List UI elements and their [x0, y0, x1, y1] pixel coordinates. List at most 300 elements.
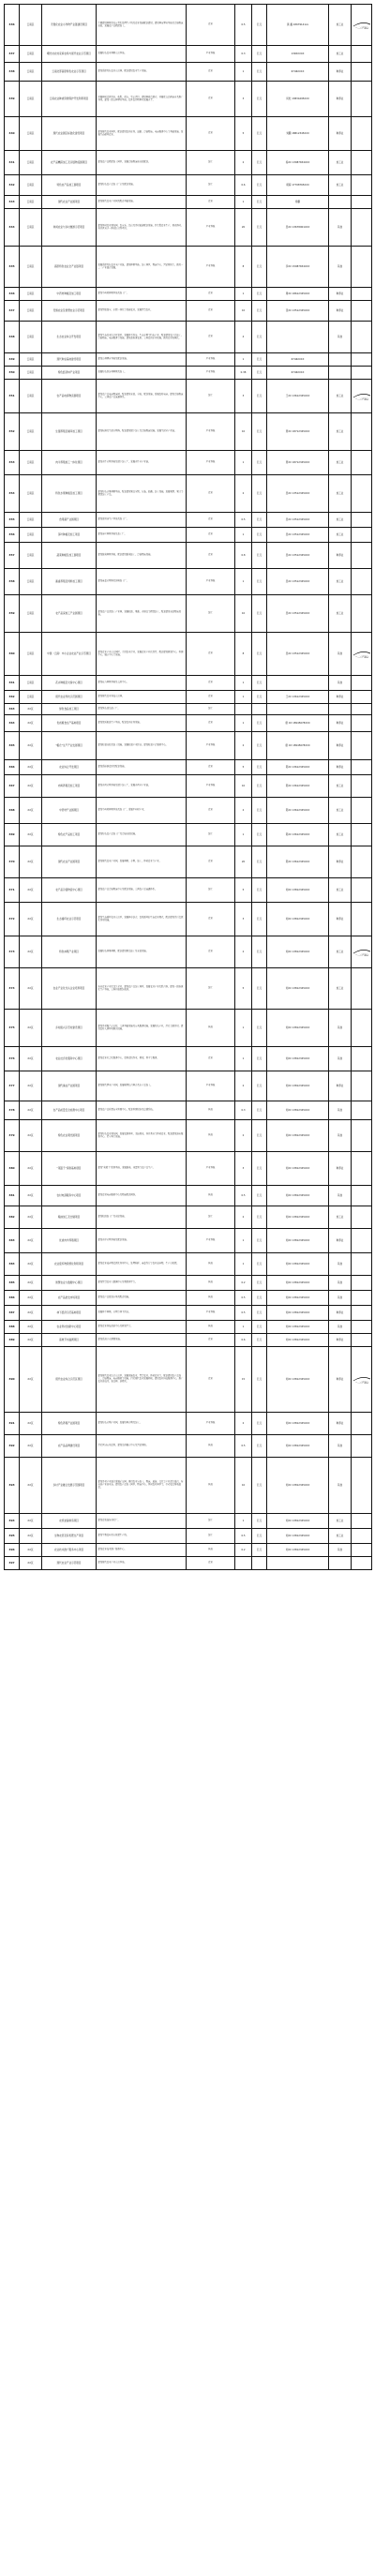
stamp-stroke [353, 22, 370, 26]
row-project-name: 现代渔业产业园项目 [42, 1071, 97, 1101]
row-stamp-cell [352, 288, 372, 301]
row-contact: 刘鹏 18812345XXX [267, 117, 329, 151]
row-amount: 20 [235, 846, 252, 878]
row-stamp-cell [352, 528, 372, 543]
table-row [5, 715, 372, 732]
row-amount: 10 [235, 301, 252, 322]
row-category: 产业基地 [187, 1152, 235, 1186]
row-contact: 6746XXXX [267, 367, 329, 380]
stamp-text: 一二三产融合 [354, 953, 369, 956]
table-row [5, 1514, 372, 1529]
row-amount: 8 [235, 633, 252, 676]
table-row [5, 1010, 372, 1047]
table-row [5, 1544, 372, 1557]
row-description: 建设农产品精深加工园区，发展冷链物流和仓储配送。 [97, 151, 187, 175]
row-description: 建设农业科技创新中心及研发平台。 [97, 1321, 187, 1334]
row-contact: 黄 鑫 18679141xx [267, 5, 329, 46]
row-area: 云南区 [20, 543, 42, 569]
row-amount: 1 [235, 196, 252, 209]
row-category: 加工 [187, 824, 235, 846]
row-project-name: 林下经济示范基地项目 [42, 1306, 97, 1321]
row-unit: 亿元 [252, 846, 267, 878]
row-description: 建设农机装备制造厂。 [97, 1514, 187, 1529]
row-project-name: 农业技术推广服务中心项目 [42, 1544, 97, 1557]
stamp-seal [352, 947, 371, 956]
row-number: 374 [5, 968, 20, 1010]
row-category: 农业 [187, 1347, 235, 1413]
row-contact: 吴XX 13512345XXX [267, 569, 329, 595]
row-contact: 刘XX 13812345XXX [267, 1334, 329, 1347]
row-contact: 陈XX 13612345XXX [267, 824, 329, 846]
table-row [5, 1557, 372, 1570]
row-contact: 吴XX 13678901XXX [267, 209, 329, 247]
row-project-name: 农业科技创新中心项目 [42, 1321, 97, 1334]
table-row [5, 798, 372, 824]
row-amount: 2 [235, 732, 252, 760]
row-amount: 3 [235, 1152, 252, 1186]
row-number: 348 [5, 322, 20, 353]
row-stamp-cell [352, 1071, 372, 1101]
row-stamp-cell [352, 63, 372, 82]
row-contact: 刘XX 13812345XXX [267, 1152, 329, 1186]
row-amount: 1 [235, 353, 252, 367]
row-project-name: “菜篮子”保供基地项目 [42, 1152, 97, 1186]
row-amount: 1 [235, 1229, 252, 1253]
row-contact: 唐 XX 18945678XXX [267, 715, 329, 732]
table-row [5, 46, 372, 63]
row-description: 建设农产品冷链物流中心及配套设施，完善农产品流通体系。 [97, 878, 187, 903]
row-stamp-cell [352, 1321, 372, 1334]
row-stamp-cell [352, 704, 372, 715]
table-row [5, 247, 372, 288]
row-type: 其他 [329, 676, 352, 691]
row-area: XX区 [20, 1291, 42, 1306]
row-contact: 刘XX 13812345XXX [267, 1071, 329, 1101]
row-description: 建设现代渔业产业园，发展稻渔综合种养及水产品加工。 [97, 1071, 187, 1101]
row-category: 农业 [187, 798, 235, 824]
row-amount: 1 [235, 676, 252, 691]
row-contact: 吴XX 13512345XXX [267, 475, 329, 513]
row-amount: 1 [235, 63, 252, 82]
row-stamp-cell [352, 1047, 372, 1071]
row-stamp-cell [352, 513, 372, 528]
row-unit: 亿元 [252, 413, 267, 451]
row-contact: 陈XX 13612345XXX [267, 775, 329, 798]
row-area: 云南区 [20, 247, 42, 288]
row-number: 350 [5, 367, 20, 380]
row-amount: 0.2 [235, 1276, 252, 1291]
row-number: 369 [5, 824, 20, 846]
row-number: 364 [5, 715, 20, 732]
row-contact: 刘XX 13812345XXX [267, 1276, 329, 1291]
row-stamp-cell [352, 1334, 372, 1347]
row-category: 产业基地 [187, 732, 235, 760]
row-project-name: 现代农业产业示范项目 [42, 1557, 97, 1570]
row-description: 建设高效节水灌溉设施。 [97, 1334, 187, 1347]
row-project-name: 特色农产品加工园项目 [42, 175, 97, 196]
row-number: 391 [5, 1413, 20, 1435]
row-area: XX区 [20, 1321, 42, 1334]
stamp-text: 一二三产融合 [354, 26, 369, 29]
row-area: 云南区 [20, 676, 42, 691]
row-description: 建设智能温室、水肥一体化等设施农业，发展智慧农业。 [97, 301, 187, 322]
row-type: 种养业 [329, 1413, 352, 1435]
row-area: 云南区 [20, 367, 42, 380]
row-unit: 亿元 [252, 903, 267, 936]
row-contact: 张XX 13512345XXX [267, 301, 329, 322]
row-description: 建设农业废弃物资源化利用中心，处理秸秆、畜禽粪污等农业废弃物，生产有机肥。 [97, 1253, 187, 1276]
row-type: 加工业 [329, 451, 352, 475]
row-type: 种养业 [329, 903, 352, 936]
row-stamp-cell [352, 676, 372, 691]
row-stamp-cell [352, 936, 372, 968]
row-unit: 亿元 [252, 878, 267, 903]
row-contact: 139XXXXX [267, 46, 329, 63]
row-amount: 0.6 [235, 1334, 252, 1347]
row-amount: 1 [235, 715, 252, 732]
row-stamp-cell [352, 117, 372, 151]
row-unit [252, 704, 267, 715]
row-unit: 亿元 [252, 798, 267, 824]
row-contact: 刘XX 13812345XXX [267, 1321, 329, 1334]
row-type: 其他 [329, 1186, 352, 1206]
row-description: 建设智慧农业大数据中心及物联网平台。 [97, 1276, 187, 1291]
row-unit: 亿元 [252, 936, 267, 968]
row-number: 377 [5, 1071, 20, 1101]
row-contact: 王XX 13612345XXX [267, 380, 329, 413]
row-amount: 0.5 [235, 513, 252, 528]
row-project-name: 农产品深加工产业园项目 [42, 595, 97, 633]
row-contact: 刘XX 13812345XXX [267, 1047, 329, 1071]
row-description: 建设特色养殖产业园，发展特种养殖及加工。 [97, 1413, 187, 1435]
row-type: 加工业 [329, 1529, 352, 1544]
row-category: 农业 [187, 196, 235, 209]
row-contact: 刘XX 13812345XXX [267, 903, 329, 936]
row-number: 355 [5, 513, 20, 528]
row-type: 种养业 [329, 1071, 352, 1101]
row-description: 建设优质粮食生产基地，配套农田水利设施。 [97, 715, 187, 732]
row-project-name: 农业产业化龙头企业培育项目 [42, 968, 97, 1010]
row-contact: 王XX 13612345XXX [267, 691, 329, 704]
row-number: 342 [5, 175, 20, 196]
row-unit: 亿元 [252, 1010, 267, 1047]
row-description: 建设中药材种植基地及加工厂，发展中药材产业。 [97, 798, 187, 824]
row-type: 种养业 [329, 288, 352, 301]
row-project-name: 农产品精深加工及冷链物流园项目 [42, 151, 97, 175]
row-project-name: 特色农产品加工项目 [42, 824, 97, 846]
row-stamp-cell [352, 380, 372, 413]
row-amount: 0.6 [235, 175, 252, 196]
row-amount: 0.5 [235, 1529, 252, 1544]
row-category: 产业基地 [187, 775, 235, 798]
row-amount: 1 [235, 1514, 252, 1529]
row-amount: 15 [235, 1347, 252, 1413]
row-project-name: 现代农业产业园项目 [42, 196, 97, 209]
table-row [5, 82, 372, 117]
row-stamp-cell [352, 543, 372, 569]
row-amount: 2 [235, 936, 252, 968]
row-amount [235, 1557, 252, 1570]
row-category: 农业 [187, 63, 235, 82]
table-row [5, 775, 372, 798]
row-project-name: 优质粮食生产基地项目 [42, 715, 97, 732]
row-amount: 5 [235, 968, 252, 1010]
row-description: 建设粮油加工厂及仓储设施。 [97, 1206, 187, 1229]
row-stamp-cell [352, 732, 372, 760]
table-row [5, 1347, 372, 1413]
table-row [5, 367, 372, 380]
row-unit: 亿元 [252, 595, 267, 633]
table-row [5, 732, 372, 760]
row-type: 种养业 [329, 1334, 352, 1347]
row-area: XX区 [20, 1253, 42, 1276]
row-type: 种养业 [329, 732, 352, 760]
row-unit: 亿元 [252, 301, 267, 322]
row-stamp-cell [352, 1544, 372, 1557]
row-contact: 陈XX 13612345XXX [267, 798, 329, 824]
row-number: 343 [5, 196, 20, 209]
row-type: 加工业 [329, 824, 352, 846]
row-area: XX区 [20, 1435, 42, 1458]
row-category: 产业基地 [187, 46, 235, 63]
row-amount: 0.5 [235, 1291, 252, 1306]
row-area: XX区 [20, 936, 42, 968]
row-description: 建设绿色食品加工厂。 [97, 704, 187, 715]
row-category: 农业 [187, 301, 235, 322]
row-project-name: 绿色食品加工项目 [42, 704, 97, 715]
row-description: 建设农业技术推广服务中心。 [97, 1544, 187, 1557]
row-amount: 10 [235, 595, 252, 633]
row-description: 建设肉羊养殖基地及配套设施。 [97, 1229, 187, 1253]
row-number: 371 [5, 878, 20, 903]
row-unit: 亿元 [252, 247, 267, 288]
row-stamp-cell [352, 633, 372, 676]
row-unit: 亿元 [252, 175, 267, 196]
row-number: 380 [5, 1152, 20, 1186]
row-stamp-cell [352, 1101, 372, 1120]
row-type [329, 704, 352, 715]
row-number: 354 [5, 475, 20, 513]
row-category: 加工 [187, 1514, 235, 1529]
row-area: 云南区 [20, 691, 42, 704]
row-category: 农业 [187, 676, 235, 691]
row-type: 种养业 [329, 691, 352, 704]
stamp-text: 一二三产融合 [354, 655, 369, 658]
stamp-seal [352, 649, 371, 658]
table-row [5, 1047, 372, 1071]
row-stamp-cell [352, 1306, 372, 1321]
table-row [5, 1253, 372, 1276]
row-project-name: 设施农业及智慧农业示范项目 [42, 301, 97, 322]
row-amount: 1 [235, 824, 252, 846]
row-project-name: 中国（云南）中小企业农业产业示范项目 [42, 633, 97, 676]
row-project-name: 花卉种植及交易中心项目 [42, 676, 97, 691]
row-amount: 8 [235, 247, 252, 288]
row-stamp-cell [352, 209, 372, 247]
row-stamp-cell [352, 775, 372, 798]
row-unit: 亿元 [252, 543, 267, 569]
row-project-name: 茶叶种植及加工项目 [42, 528, 97, 543]
table-row [5, 196, 372, 209]
row-project-name: 生物农药及有机肥生产项目 [42, 1529, 97, 1544]
row-description: 建设标准化生猪养殖场，配套建设屠宰加工及冷链物流设施，发展生猪全产业链。 [97, 413, 187, 451]
row-number: 339 [5, 82, 20, 117]
row-type: 种养业 [329, 63, 352, 82]
row-area: XX区 [20, 1529, 42, 1544]
row-area: XX区 [20, 846, 42, 878]
row-category: 加工 [187, 1529, 235, 1544]
row-type: 其他 [329, 1047, 352, 1071]
row-unit: 亿元 [252, 82, 267, 117]
row-stamp-cell [352, 5, 372, 46]
row-stamp-cell [352, 367, 372, 380]
row-type: 其他 [329, 1253, 352, 1276]
row-area: XX区 [20, 1010, 42, 1047]
row-unit: 亿元 [252, 117, 267, 151]
table-row [5, 633, 372, 676]
row-number: 347 [5, 301, 20, 322]
table-row [5, 175, 372, 196]
table-row [5, 1458, 372, 1514]
row-unit: 亿元 [252, 209, 267, 247]
row-contact [267, 704, 329, 715]
row-category: 农业 [187, 5, 235, 46]
row-area: 云南区 [20, 196, 42, 209]
row-description: 建设肉鸡养殖基地及屠宰加工厂，发展肉鸡全产业链。 [97, 775, 187, 798]
row-stamp-cell [352, 1413, 372, 1435]
row-area: 云南区 [20, 595, 42, 633]
row-type: 种养业 [329, 760, 352, 775]
row-number: 376 [5, 1047, 20, 1071]
row-project-name: 生态农业综合开发项目 [42, 322, 97, 353]
row-number: 336 [5, 5, 20, 46]
row-area: 云南区 [20, 209, 42, 247]
row-area: XX区 [20, 1306, 42, 1321]
row-description: 主要建设种植及无公害化处理生产线及农业设施配套建设，建设种苗繁育基地及冷链物流仓储，发展农产品精深加工。 [97, 5, 187, 46]
row-type: 加工业 [329, 968, 352, 1010]
row-category: 农业 [187, 543, 235, 569]
row-category: 农业 [187, 322, 235, 353]
row-area: XX区 [20, 1557, 42, 1570]
row-type: 加工业 [329, 595, 352, 633]
table-row [5, 322, 372, 353]
row-description: 建设高标准农田及配套设施。 [97, 760, 187, 775]
row-stamp-cell [352, 1253, 372, 1276]
row-category: 农业 [187, 936, 235, 968]
row-category: 农业 [187, 528, 235, 543]
row-unit: 亿元 [252, 367, 267, 380]
row-area: 云南区 [20, 513, 42, 528]
row-unit: 亿元 [252, 1458, 267, 1514]
row-project-name: 现代农业科技示范园项目 [42, 691, 97, 704]
row-description: 发展特色林果种植，配套建设果品加工及仓储设施。 [97, 936, 187, 968]
row-amount: 1 [235, 1321, 252, 1334]
row-amount: 1 [235, 691, 252, 704]
row-stamp-cell [352, 82, 372, 117]
row-area: 云南区 [20, 413, 42, 451]
row-type: 加工业 [329, 878, 352, 903]
row-contact: 刘XX 13812345XXX [267, 878, 329, 903]
row-number: 363 [5, 704, 20, 715]
row-area: XX区 [20, 903, 42, 936]
row-project-name: 高效节水灌溉项目 [42, 1334, 97, 1347]
row-type: 加工业 [329, 569, 352, 595]
row-area: 云南区 [20, 175, 42, 196]
row-area: 云南区 [20, 5, 42, 46]
row-type: 加工业 [329, 175, 352, 196]
row-description: 建设“菜篮子”保供基地，发展蔬菜、肉蛋奶等农产品生产。 [97, 1152, 187, 1186]
row-stamp-cell [352, 1347, 372, 1413]
row-stamp-cell [352, 475, 372, 513]
table-row [5, 451, 372, 475]
row-category: 加工 [187, 968, 235, 1010]
row-contact: 贾XX 18712345XXX [267, 451, 329, 475]
row-unit: 亿元 [252, 196, 267, 209]
row-number: 358 [5, 569, 20, 595]
row-project-name: 肉牛养殖加工一体化项目 [42, 451, 97, 475]
row-stamp-cell [352, 968, 372, 1010]
row-description: 建设特色农业观光园，发展农事体验、采摘观光、科普教育等休闲农业，配套建设游客服务中心、停车场等设施。 [97, 1120, 187, 1152]
row-amount: 2 [235, 151, 252, 175]
row-description: 建设乡村产业融合发展示范园，推进农业与加工、物流、旅游、文化等产业深度融合，培育新产业新业态。建设农产品加工园区、物流中心、休闲农业园区等，带动农民增收致富。 [97, 1458, 187, 1514]
approval-stamp [352, 947, 371, 956]
row-unit: 亿元 [252, 1101, 267, 1120]
row-amount: 3 [235, 903, 252, 936]
row-contact: 吴XX 13512345XXX [267, 633, 329, 676]
row-type: 其他 [329, 1458, 352, 1514]
row-number: 390 [5, 1347, 20, 1413]
row-number: 385 [5, 1276, 20, 1291]
row-project-name: 乡村产业融合发展示范园项目 [42, 1458, 97, 1514]
row-number: 387 [5, 1306, 20, 1321]
row-contact: 6746XXXX [267, 63, 329, 82]
row-number: 351 [5, 380, 20, 413]
stamp-seal [352, 1374, 371, 1384]
row-description: 建设茶叶种植基地及加工厂。 [97, 528, 187, 543]
row-contact: 刘XX 13812345XXX [267, 1306, 329, 1321]
row-amount: 10 [235, 1458, 252, 1514]
row-contact: 刘XX 13812345XXX [267, 1291, 329, 1306]
row-number: 367 [5, 775, 20, 798]
row-unit: 亿元 [252, 513, 267, 528]
row-stamp-cell [352, 1010, 372, 1047]
row-type: 其他 [329, 209, 352, 247]
row-stamp-cell [352, 798, 372, 824]
row-unit: 亿元 [252, 1321, 267, 1334]
row-contact: 刘XX 13812345XXX [267, 1229, 329, 1253]
row-contact: 杨XX 13987654XXX [267, 151, 329, 175]
row-description: 建设休闲农业观光园、农家乐、民宿及乡村旅游配套设施，打造集农业生产、观光休闲、科普教育于一体的综合性项目。 [97, 209, 187, 247]
row-stamp-cell [352, 824, 372, 846]
row-area: XX区 [20, 1152, 42, 1186]
row-amount: 3 [235, 82, 252, 117]
row-stamp-cell [352, 175, 372, 196]
row-description: 建设粮食仓储及加工设施，发展粮食产业经济，建设粮食产后服务中心。 [97, 732, 187, 760]
row-contact [267, 676, 329, 691]
row-description: 开展种质资源普查、收集、保存、鉴定评价，建设种质资源库，开展优良品种选育及推广利用。建设一批良种繁育基地，提升农作物种业发展水平。 [97, 82, 187, 117]
row-stamp-cell [352, 353, 372, 367]
row-project-name: 农村电商服务中心项目 [42, 1186, 97, 1206]
row-unit: 亿元 [252, 1306, 267, 1321]
row-description: 建设农村电商服务中心及物流配送网络。 [97, 1186, 187, 1206]
project-table-container [4, 4, 371, 1570]
row-stamp-cell [352, 691, 372, 704]
row-unit: 亿元 [252, 1186, 267, 1206]
row-category: 产业基地 [187, 413, 235, 451]
row-category: 农业 [187, 82, 235, 117]
row-category: 其他 [187, 1276, 235, 1291]
row-unit: 亿元 [252, 676, 267, 691]
